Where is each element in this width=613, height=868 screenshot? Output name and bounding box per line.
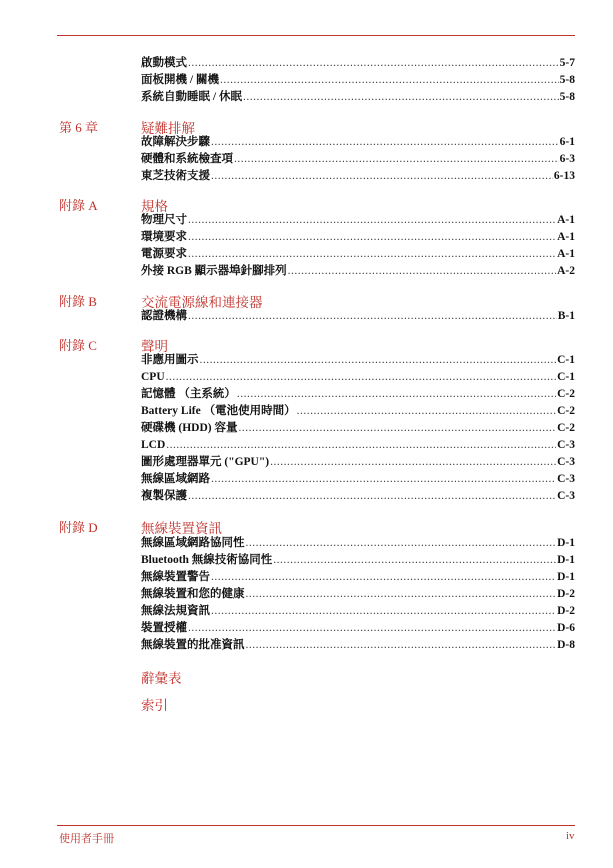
dot-leader — [273, 552, 556, 569]
dot-leader — [234, 151, 559, 168]
toc-entry-text: 環境要求 — [141, 231, 187, 243]
glossary-title[interactable]: 辭彙表 — [141, 671, 182, 686]
toc-entry-text: 物理尺寸 — [141, 214, 187, 226]
toc-entry-text: 記憶體 （主系統） — [141, 388, 236, 400]
toc-entry-page: C-1 — [557, 354, 575, 366]
toc-entry-text: 系統自動睡眠 / 休眠 — [141, 91, 242, 103]
toc-entry-page: A-1 — [557, 214, 575, 226]
dot-leader — [188, 212, 556, 229]
toc-entry-page: 6-1 — [559, 136, 575, 148]
toc-entry-page: D-1 — [557, 537, 575, 549]
toc-entry-page: 5-8 — [559, 91, 575, 103]
toc-entry-page: C-2 — [557, 422, 575, 434]
toc-entry[interactable] — [141, 471, 575, 488]
toc-entry-text: 非應用圖示 — [141, 354, 199, 366]
dot-leader — [246, 535, 557, 552]
toc-entry-page: D-6 — [557, 622, 575, 634]
toc-entry[interactable] — [141, 369, 575, 386]
toc-entry-page: A-1 — [557, 231, 575, 243]
toc-entry-page: C-3 — [557, 456, 575, 468]
toc-entry-text: Battery Life （電池使用時間） — [141, 405, 296, 417]
toc-entry[interactable] — [141, 72, 575, 89]
toc-entry-page: C-3 — [557, 490, 575, 502]
toc-entry[interactable] — [141, 168, 575, 185]
toc-entry[interactable] — [141, 620, 575, 637]
toc-entry[interactable] — [141, 603, 575, 620]
toc-entry-text: 外接 RGB 顯示器埠針腳排列 — [141, 265, 287, 277]
toc-entry-page: C-3 — [557, 473, 575, 485]
toc-entry-text: 啟動模式 — [141, 57, 187, 69]
toc-entry-text: CPU — [141, 371, 165, 383]
dot-leader — [188, 620, 556, 637]
toc-entry[interactable] — [141, 403, 575, 420]
footer-page-number: iv — [566, 830, 575, 842]
toc-entry-page: D-8 — [557, 639, 575, 651]
chapter-title[interactable]: 無線裝置資訊 — [141, 521, 222, 536]
dot-leader — [238, 420, 556, 437]
toc-entry-page: D-2 — [557, 588, 575, 600]
dot-leader — [188, 246, 556, 263]
toc-entry-page: D-2 — [557, 605, 575, 617]
dot-leader — [220, 72, 559, 89]
toc-entry-text: 硬體和系統檢查項 — [141, 153, 233, 165]
dot-leader — [270, 454, 556, 471]
chapter-label: 附錄 B — [59, 294, 97, 309]
toc-entry-page: B-1 — [557, 310, 575, 322]
toc-entry-page: A-2 — [557, 265, 575, 277]
toc-entry-text: 電源要求 — [141, 248, 187, 260]
index-title[interactable]: 索引 — [141, 698, 168, 713]
toc-entry-page: 6-13 — [553, 170, 575, 182]
toc-entry-page: 5-7 — [559, 57, 575, 69]
dot-leader — [188, 308, 557, 325]
toc-entry[interactable] — [141, 55, 575, 72]
dot-leader — [288, 263, 556, 280]
dot-leader — [166, 369, 556, 386]
toc-entry[interactable] — [141, 420, 575, 437]
toc-entry-page: 5-8 — [559, 74, 575, 86]
toc-entry[interactable] — [141, 263, 575, 280]
dot-leader — [243, 89, 559, 106]
toc-entry[interactable] — [141, 89, 575, 106]
dot-leader — [297, 403, 557, 420]
toc-entry[interactable] — [141, 246, 575, 263]
toc-entry[interactable] — [141, 151, 575, 168]
toc-entry-text: Bluetooth 無線技術協同性 — [141, 554, 273, 566]
chapter-title[interactable]: 聲明 — [141, 339, 168, 354]
toc-entry-text: 故障解決步驟 — [141, 136, 210, 148]
dot-leader — [200, 352, 557, 369]
chapter-label: 附錄 A — [59, 198, 98, 213]
chapter-label: 第 6 章 — [59, 120, 99, 135]
toc-entry-text: 圖形處理器單元 ("GPU") — [141, 456, 270, 468]
dot-leader — [211, 569, 556, 586]
toc-entry-text: 無線區域網路協同性 — [141, 537, 245, 549]
toc-entry-page: A-1 — [557, 248, 575, 260]
toc-entry-text: 認證機構 — [141, 310, 187, 322]
top-rule — [57, 35, 575, 36]
toc-entry-text: 面板開機 / 關機 — [141, 74, 219, 86]
dot-leader — [246, 637, 557, 654]
dot-leader — [237, 386, 556, 403]
toc-entry-text: 東芝技術支援 — [141, 170, 210, 182]
dot-leader — [166, 437, 556, 454]
toc-entry[interactable] — [141, 569, 575, 586]
toc-entry-page: C-1 — [557, 371, 575, 383]
dot-leader — [211, 134, 559, 151]
toc-entry[interactable] — [141, 586, 575, 603]
toc-entry-page: D-1 — [557, 571, 575, 583]
toc-entry[interactable] — [141, 637, 575, 654]
toc-entry-text: 無線區域網路 — [141, 473, 210, 485]
dot-leader — [188, 488, 556, 505]
chapter-title[interactable]: 規格 — [141, 199, 168, 214]
toc-entry-page: C-3 — [557, 439, 575, 451]
toc-entry-text: 無線裝置警告 — [141, 571, 210, 583]
toc-entry[interactable] — [141, 229, 575, 246]
chapter-title[interactable]: 疑難排解 — [141, 121, 195, 136]
toc-entry-text: 無線裝置和您的健康 — [141, 588, 245, 600]
toc-entry-text: LCD — [141, 439, 166, 451]
toc-entry-text: 無線法規資訊 — [141, 605, 210, 617]
footer-manual-title: 使用者手冊 — [59, 833, 114, 845]
toc-entry[interactable] — [141, 437, 575, 454]
toc-entry[interactable] — [141, 134, 575, 151]
dot-leader — [246, 586, 557, 603]
toc-entry[interactable] — [141, 488, 575, 505]
toc-entry[interactable] — [141, 212, 575, 229]
dot-leader — [188, 55, 559, 72]
toc-entry[interactable] — [141, 454, 575, 471]
bottom-rule — [57, 825, 575, 826]
toc-entry-page: D-1 — [557, 554, 575, 566]
toc-entry[interactable] — [141, 535, 575, 552]
toc-entry-page: 6-3 — [559, 153, 575, 165]
chapter-label: 附錄 C — [59, 338, 97, 353]
dot-leader — [211, 603, 556, 620]
dot-leader — [188, 229, 556, 246]
toc-entry-text: 複製保護 — [141, 490, 187, 502]
toc-entry-text: 硬碟機 (HDD) 容量 — [141, 422, 238, 434]
toc-entry-text: 無線裝置的批准資訊 — [141, 639, 245, 651]
dot-leader — [211, 471, 556, 488]
toc-entry[interactable] — [141, 552, 575, 569]
toc-entry-text: 裝置授權 — [141, 622, 187, 634]
toc-entry-page: C-2 — [557, 388, 575, 400]
chapter-title[interactable]: 交流電源線和連接器 — [141, 295, 263, 310]
dot-leader — [211, 168, 553, 185]
toc-entry[interactable] — [141, 308, 575, 325]
toc-entry[interactable] — [141, 386, 575, 403]
toc-entry-page: C-2 — [557, 405, 575, 417]
toc-entry[interactable] — [141, 352, 575, 369]
chapter-label: 附錄 D — [59, 520, 98, 535]
